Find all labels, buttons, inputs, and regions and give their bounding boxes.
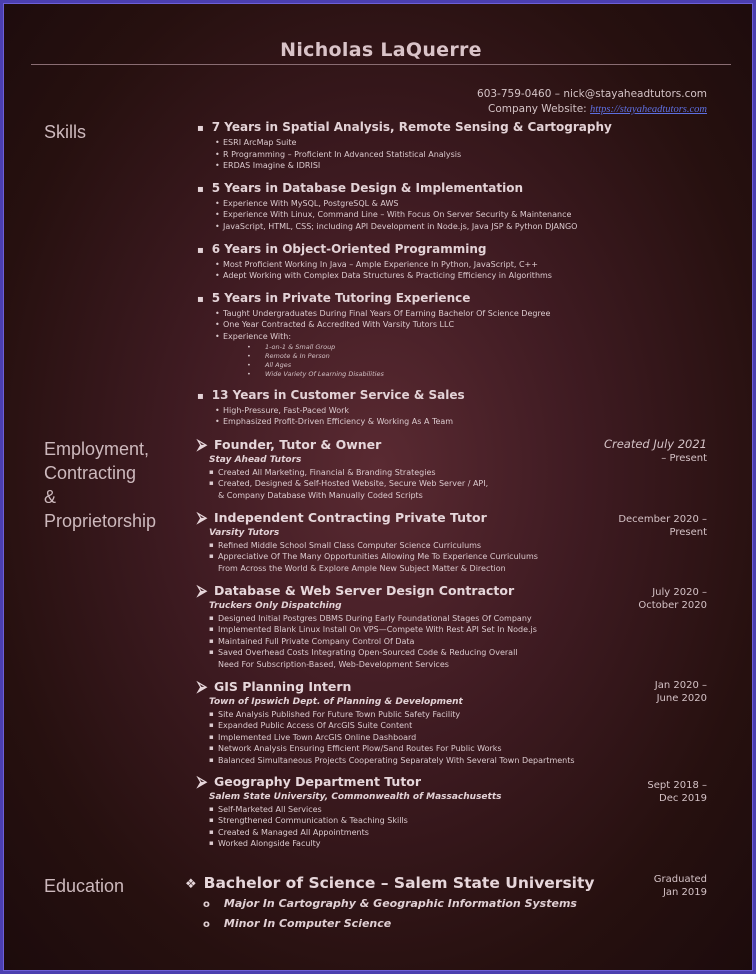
job-title-text: GIS Planning Intern bbox=[213, 679, 352, 694]
job-title bbox=[197, 583, 617, 599]
job-entry bbox=[197, 510, 617, 574]
job-item: ▪ Created & Managed All Appointments bbox=[209, 827, 617, 838]
section-employment-line: Contracting bbox=[44, 463, 137, 483]
job-item-continuation: Need For Subscription-Based, Web-Development Services bbox=[218, 659, 449, 669]
job-item: ▪ Site Analysis Published For Future Town Public Safety Facility bbox=[209, 709, 627, 720]
job-item: ▪ Self-Marketed All Services bbox=[209, 804, 617, 815]
education-date bbox=[654, 873, 707, 899]
circle-bullet-icon: o bbox=[203, 899, 210, 910]
skill-item: • ERDAS Imagine & IDRISI bbox=[215, 160, 717, 172]
job-item: ▪ Balanced Simultaneous Projects Cooperating Separately With Several Town Departments bbox=[209, 755, 627, 766]
job-item: ▪ Strengthened Communication & Teaching Skills bbox=[209, 815, 617, 826]
skill-group bbox=[197, 388, 717, 428]
skill-subitem: • Wide Variety Of Learning Disabilities bbox=[247, 370, 717, 379]
skill-subitem: • 1-on-1 & Small Group bbox=[247, 343, 717, 352]
job-date-start: Jan 2020 – bbox=[654, 680, 707, 691]
section-education: Education bbox=[44, 876, 125, 896]
skill-item: • One Year Contracted & Accredited With Varsity Tutors LLC bbox=[215, 319, 717, 331]
header-divider bbox=[31, 64, 731, 65]
job-item: ▪ Network Analysis Ensuring Efficient Plow/Sand Routes For Public Works bbox=[209, 743, 627, 754]
job-item: ▪ Created All Marketing, Financial & Branding Strategies bbox=[209, 467, 617, 478]
degree-title bbox=[185, 874, 635, 892]
job-item: ▪ Created, Designed & Self-Hosted Website, Secure Web Server / API, bbox=[209, 478, 617, 489]
skill-group bbox=[197, 291, 717, 379]
skill-item: • Experience With: bbox=[215, 331, 717, 343]
job-item: ▪ Designed Initial Postgres DBMS During Early Foundational Stages Of Company bbox=[209, 613, 617, 624]
job-date-start: Created July 2021 bbox=[603, 437, 707, 451]
job-title bbox=[197, 437, 617, 453]
website-label: Company Website: bbox=[488, 103, 591, 115]
minor-text: Minor In Computer Science bbox=[223, 917, 392, 930]
job-title bbox=[197, 679, 627, 695]
contact-block bbox=[477, 87, 707, 117]
job-org: Town of Ipswich Dept. of Planning & Development bbox=[209, 697, 463, 707]
job-title-text: Database & Web Server Design Contractor bbox=[213, 583, 515, 598]
job-date bbox=[618, 513, 707, 539]
arrow-icon: ⮚ bbox=[197, 679, 207, 695]
skill-item: • Taught Undergraduates During Final Years Of Earning Bachelor Of Science Degree bbox=[215, 308, 717, 320]
job-date bbox=[638, 586, 707, 612]
skill-item: • Most Proficient Working In Java – Ample Experience In Python, JavaScript, C++ bbox=[215, 259, 717, 271]
skills-list bbox=[197, 120, 717, 428]
job-entry bbox=[197, 774, 617, 850]
section-employment bbox=[44, 437, 156, 533]
arrow-icon: ⮚ bbox=[197, 774, 207, 790]
job-date-start: Sept 2018 – bbox=[647, 780, 707, 791]
section-skills: Skills bbox=[44, 122, 87, 142]
job-title-text: Independent Contracting Private Tutor bbox=[213, 510, 487, 525]
job-item: ▪ Refined Middle School Small Class Computer Science Curriculums bbox=[209, 540, 617, 551]
job-item-continuation: & Company Database With Manually Coded Scripts bbox=[218, 490, 423, 500]
skill-subitem: • All Ages bbox=[247, 361, 717, 370]
job-date-start: July 2020 – bbox=[652, 587, 707, 598]
skill-item: • ESRI ArcMap Suite bbox=[215, 137, 717, 149]
section-employment-line: & bbox=[44, 487, 57, 507]
job-org: Varsity Tutors bbox=[209, 528, 280, 538]
skill-group bbox=[197, 242, 717, 282]
job-entry bbox=[197, 679, 627, 766]
skill-heading: ▪ 13 Years in Customer Service & Sales bbox=[197, 388, 717, 402]
degree-text: Bachelor of Science – Salem State University bbox=[203, 874, 595, 892]
job-org: Salem State University, Commonwealth of Massachusetts bbox=[209, 792, 502, 802]
website-line bbox=[477, 102, 707, 117]
job-title bbox=[197, 510, 617, 526]
job-org: Stay Ahead Tutors bbox=[209, 455, 302, 465]
job-date-end: Present bbox=[669, 527, 707, 538]
skill-group bbox=[197, 181, 717, 233]
job-date-start: December 2020 – bbox=[618, 514, 707, 525]
job-item-continuation: From Across the World & Explore Ample New Subject Matter & Direction bbox=[218, 563, 506, 573]
education-entry bbox=[185, 874, 635, 934]
job-item: ▪ Implemented Live Town ArcGIS Online Dashboard bbox=[209, 732, 627, 743]
job-item: ▪ Saved Overhead Costs Integrating Open-Sourced Code & Reducing Overall bbox=[209, 647, 617, 658]
job-date-end: Dec 2019 bbox=[659, 793, 707, 804]
job-org: Truckers Only Dispatching bbox=[209, 601, 342, 611]
section-employment-line: Employment, bbox=[44, 439, 150, 459]
job-date bbox=[604, 437, 707, 465]
arrow-icon: ⮚ bbox=[197, 583, 207, 599]
skill-item: • R Programming – Proficient In Advanced Statistical Analysis bbox=[215, 149, 717, 161]
contact-line: 603-759-0460 – nick@stayaheadtutors.com bbox=[477, 88, 707, 100]
major-text: Major In Cartography & Geographic Information Systems bbox=[223, 897, 577, 910]
job-date bbox=[655, 679, 707, 705]
section-employment-line: Proprietorship bbox=[44, 511, 157, 531]
job-entry bbox=[197, 437, 617, 501]
job-title bbox=[197, 774, 617, 790]
skill-group bbox=[197, 120, 717, 172]
education-date-label: Graduated bbox=[653, 874, 707, 885]
name-heading: Nicholas LaQuerre bbox=[280, 39, 482, 61]
skill-item: • Experience With MySQL, PostgreSQL & AWS bbox=[215, 198, 717, 210]
skill-item: • JavaScript, HTML, CSS; including API Development in Node.js, Java JSP & Python DJANGO bbox=[215, 221, 717, 233]
job-item: ▪ Expanded Public Access Of ArcGIS Suite Content bbox=[209, 720, 627, 731]
website-link[interactable]: https://stayaheadtutors.com bbox=[590, 104, 707, 115]
skill-item: • Adept Working with Complex Data Structures & Practicing Efficiency in Algorithms bbox=[215, 270, 717, 282]
skill-heading: ▪ 7 Years in Spatial Analysis, Remote Sensing & Cartography bbox=[197, 120, 717, 134]
job-date bbox=[647, 779, 707, 805]
job-title-text: Founder, Tutor & Owner bbox=[213, 437, 382, 452]
skill-heading: ▪ 5 Years in Private Tutoring Experience bbox=[197, 291, 717, 305]
skill-heading: ▪ 5 Years in Database Design & Implementation bbox=[197, 181, 717, 195]
job-item: ▪ Maintained Full Private Company Control Of Data bbox=[209, 636, 617, 647]
job-item: ▪ Appreciative Of The Many Opportunities Allowing Me To Experience Curriculums bbox=[209, 551, 617, 562]
circle-bullet-icon: o bbox=[203, 919, 210, 930]
skill-subitem: • Remote & In Person bbox=[247, 352, 717, 361]
minor-line bbox=[185, 914, 635, 934]
skill-item: • High-Pressure, Fast-Paced Work bbox=[215, 405, 717, 417]
job-entry bbox=[197, 583, 617, 670]
arrow-icon: ⮚ bbox=[197, 510, 207, 526]
arrow-icon: ⮚ bbox=[197, 437, 207, 453]
skill-item: • Experience With Linux, Command Line – With Focus On Server Security & Maintenance bbox=[215, 209, 717, 221]
skill-heading: ▪ 6 Years in Object-Oriented Programming bbox=[197, 242, 717, 256]
job-date-end: June 2020 bbox=[656, 693, 707, 704]
job-item: ▪ Implemented Blank Linux Install On VPS—Compete With Rest API Set In Node.js bbox=[209, 624, 617, 635]
education-date-value: Jan 2019 bbox=[662, 887, 707, 898]
job-item: ▪ Worked Alongside Faculty bbox=[209, 838, 617, 849]
skill-item: • Emphasized Profit-Driven Efficiency & Working As A Team bbox=[215, 416, 717, 428]
diamond-icon: ❖ bbox=[185, 877, 197, 892]
job-date-end: – Present bbox=[661, 453, 707, 464]
job-date-end: October 2020 bbox=[638, 600, 707, 611]
major-line bbox=[185, 894, 635, 914]
job-title-text: Geography Department Tutor bbox=[213, 774, 422, 789]
